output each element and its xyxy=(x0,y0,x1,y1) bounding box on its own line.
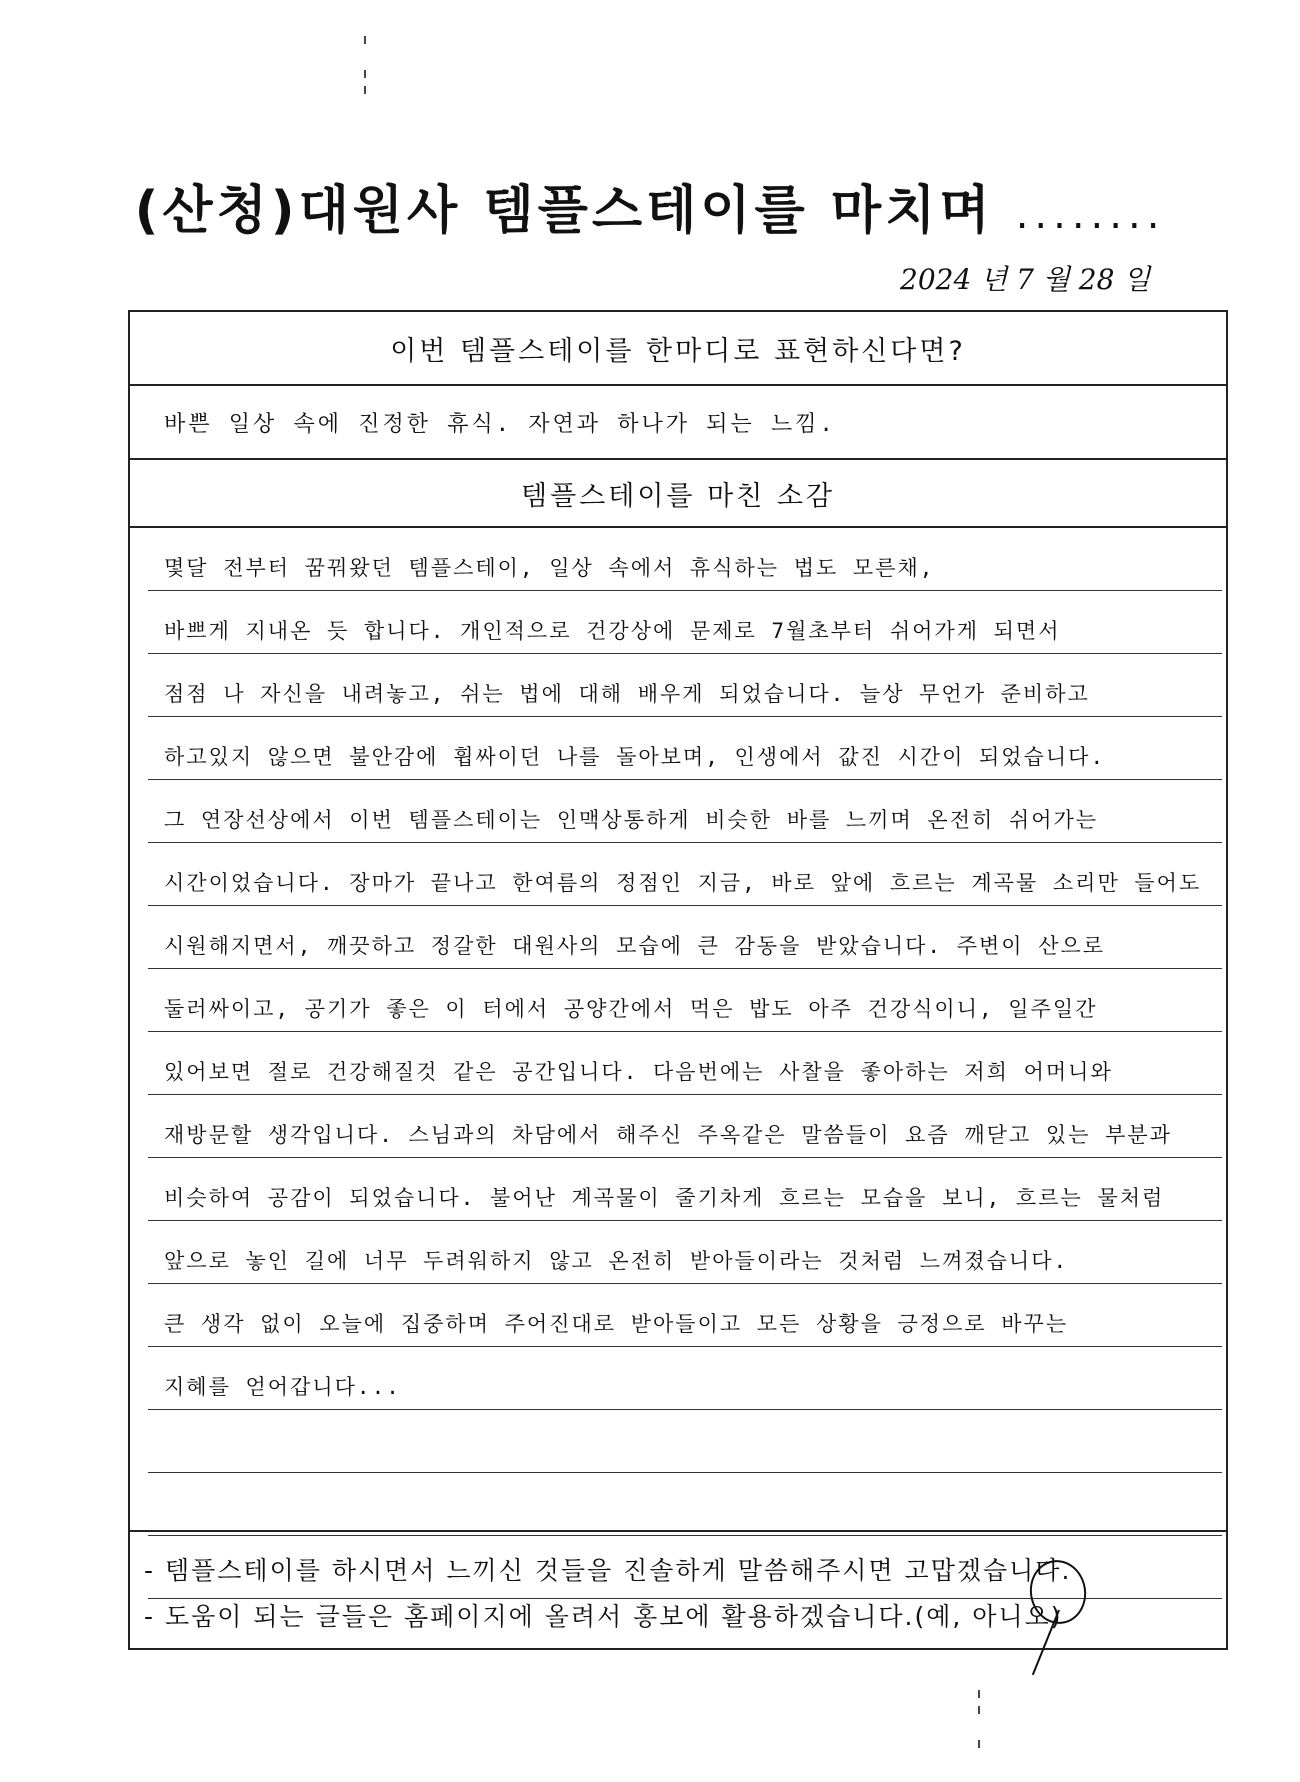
impression-line[interactable]: 하고있지 않으면 불안감에 휩싸이던 나를 돌아보며, 인생에서 값진 시간이 되었습니다. xyxy=(148,717,1222,780)
impression-line[interactable]: 시간이었습니다. 장마가 끝나고 한여름의 정점인 지금, 바로 앞에 흐르는 계곡물 소리만 들어도 xyxy=(148,843,1222,906)
impression-line[interactable]: 비슷하여 공감이 되었습니다. 불어난 계곡물이 줄기차게 흐르는 모습을 보니, 흐르는 물처럼 xyxy=(148,1158,1222,1221)
impression-line[interactable]: 둘러싸이고, 공기가 좋은 이 터에서 공양간에서 먹은 밥도 아주 건강식이니, 일주일간 xyxy=(148,969,1222,1032)
title-text: (산청)대원사 템플스테이를 마치며 xyxy=(134,181,994,241)
impression-line[interactable] xyxy=(148,1473,1222,1536)
scan-speck xyxy=(978,1740,980,1748)
survey-form xyxy=(128,310,1228,1650)
scan-speck xyxy=(364,36,366,44)
impressions-header: 템플스테이를 마친 소감 xyxy=(130,460,1226,528)
impression-line[interactable]: 재방문할 생각입니다. 스님과의 차담에서 해주신 주옥같은 말씀들이 요즘 깨닫고 있는 부분과 xyxy=(148,1095,1222,1158)
scan-speck xyxy=(364,70,366,78)
title-trail: ........ xyxy=(1015,192,1166,238)
scan-speck xyxy=(364,86,366,94)
impression-line[interactable]: 지혜를 얻어갑니다... xyxy=(148,1347,1222,1410)
instruction-note-consent: - 도움이 되는 글들은 홈페이지에 올려서 홍보에 활용하겠습니다.(예, 아니오) xyxy=(144,1602,1063,1631)
impression-line[interactable]: 점점 나 자신을 내려놓고, 쉬는 법에 대해 배우게 되었습니다. 늘상 무언가 준비하고 xyxy=(148,654,1222,717)
impression-line[interactable] xyxy=(148,1410,1222,1473)
instruction-note: - 템플스테이를 하시면서 느끼신 것들을 진솔하게 말씀해주시면 고맙겠습니다. xyxy=(144,1556,1072,1585)
scan-speck xyxy=(978,1690,980,1698)
impression-line[interactable]: 그 연장선상에서 이번 템플스테이는 인맥상통하게 비슷한 바를 느끼며 온전히 쉬어가는 xyxy=(148,780,1222,843)
impression-line[interactable]: 큰 생각 없이 오늘에 집중하며 주어진대로 받아들이고 모든 상황을 긍정으로 바꾸는 xyxy=(148,1284,1222,1347)
scan-speck xyxy=(978,1706,980,1714)
date-line: 2024 년 7 월 28 일 xyxy=(900,263,1151,296)
impression-line[interactable]: 있어보면 절로 건강해질것 같은 공간입니다. 다음번에는 사찰을 좋아하는 저희 어머니와 xyxy=(148,1032,1222,1095)
impression-line[interactable]: 앞으로 놓인 길에 너무 두려워하지 않고 온전히 받아들이라는 것처럼 느껴졌습니다. xyxy=(148,1221,1222,1284)
impression-line[interactable]: 몇달 전부터 꿈꿔왔던 템플스테이, 일상 속에서 휴식하는 법도 모른채, xyxy=(148,528,1222,591)
question-header: 이번 템플스테이를 한마디로 표현하신다면? xyxy=(130,312,1226,386)
page-title xyxy=(0,168,1300,243)
question-answer[interactable]: 바쁜 일상 속에 진정한 휴식. 자연과 하나가 되는 느낌. xyxy=(130,386,1226,460)
impressions-lines[interactable] xyxy=(130,528,1226,1599)
impression-line[interactable]: 바쁘게 지내온 듯 합니다. 개인적으로 건강상에 문제로 7월초부터 쉬어가게 되면서 xyxy=(148,591,1222,654)
impression-line[interactable]: 시원해지면서, 깨끗하고 정갈한 대원사의 모습에 큰 감동을 받았습니다. 주변이 산으로 xyxy=(148,906,1222,969)
